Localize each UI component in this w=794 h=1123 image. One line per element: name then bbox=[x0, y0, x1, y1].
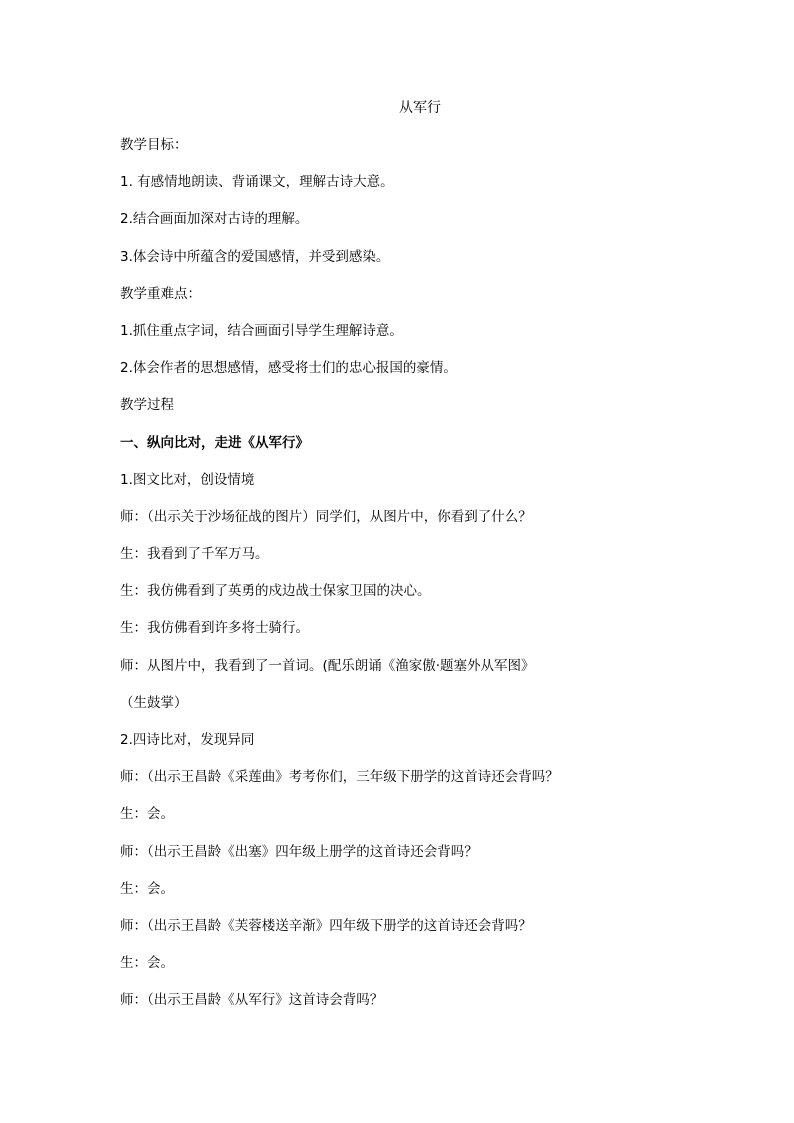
section-heading: 一、纵向比对，走进《从军行》 bbox=[120, 434, 309, 451]
paragraph: 生：会。 bbox=[120, 880, 174, 897]
paragraph: 1.图文比对，创设情境 bbox=[120, 471, 255, 488]
paragraph: 1.抓住重点字词，结合画面引导学生理解诗意。 bbox=[120, 322, 403, 339]
paragraph: 教学重难点： bbox=[120, 285, 201, 302]
paragraph: 3.体会诗中所蕴含的爱国感情，并受到感染。 bbox=[120, 248, 390, 265]
paragraph: 2.体会作者的思想感情，感受将士们的忠心报国的豪情。 bbox=[120, 360, 457, 377]
paragraph: 师：（出示王昌龄《从军行》这首诗会背吗？ bbox=[120, 992, 384, 1009]
paragraph: 生：我仿佛看到许多将士骑行。 bbox=[120, 620, 309, 637]
paragraph: 2.结合画面加深对古诗的理解。 bbox=[120, 211, 309, 228]
paragraph: 师：（出示关于沙场征战的图片）同学们，从图片中，你看到了什么？ bbox=[120, 508, 532, 525]
paragraph: 师：（出示王昌龄《出塞》四年级上册学的这首诗还会背吗？ bbox=[120, 843, 478, 860]
paragraph: 教学过程 bbox=[120, 397, 174, 414]
paragraph: 生：我仿佛看到了英勇的戍边战士保家卫国的决心。 bbox=[120, 583, 431, 600]
paragraph: 师：（出示王昌龄《采莲曲》考考你们，三年级下册学的这首诗还会背吗？ bbox=[120, 769, 559, 786]
document-body bbox=[120, 136, 740, 1029]
document-title: 从军行 bbox=[399, 100, 441, 116]
paragraph: 教学目标： bbox=[120, 137, 188, 153]
paragraph: （生鼓掌） bbox=[120, 694, 188, 711]
paragraph: 生：会。 bbox=[120, 955, 174, 972]
paragraph: 1. 有感情地朗读、背诵课文，理解古诗大意。 bbox=[120, 174, 394, 191]
paragraph: 生：我看到了千军万马。 bbox=[120, 546, 269, 563]
paragraph: 师：从图片中，我看到了一首词。(配乐朗诵《渔家傲·题塞外从军图》 bbox=[120, 657, 535, 674]
paragraph: 2.四诗比对，发现异同 bbox=[120, 732, 255, 748]
paragraph: 师：（出示王昌龄《芙蓉楼送辛渐》四年级下册学的这首诗还会背吗？ bbox=[120, 917, 532, 934]
paragraph: 生：会。 bbox=[120, 806, 174, 823]
